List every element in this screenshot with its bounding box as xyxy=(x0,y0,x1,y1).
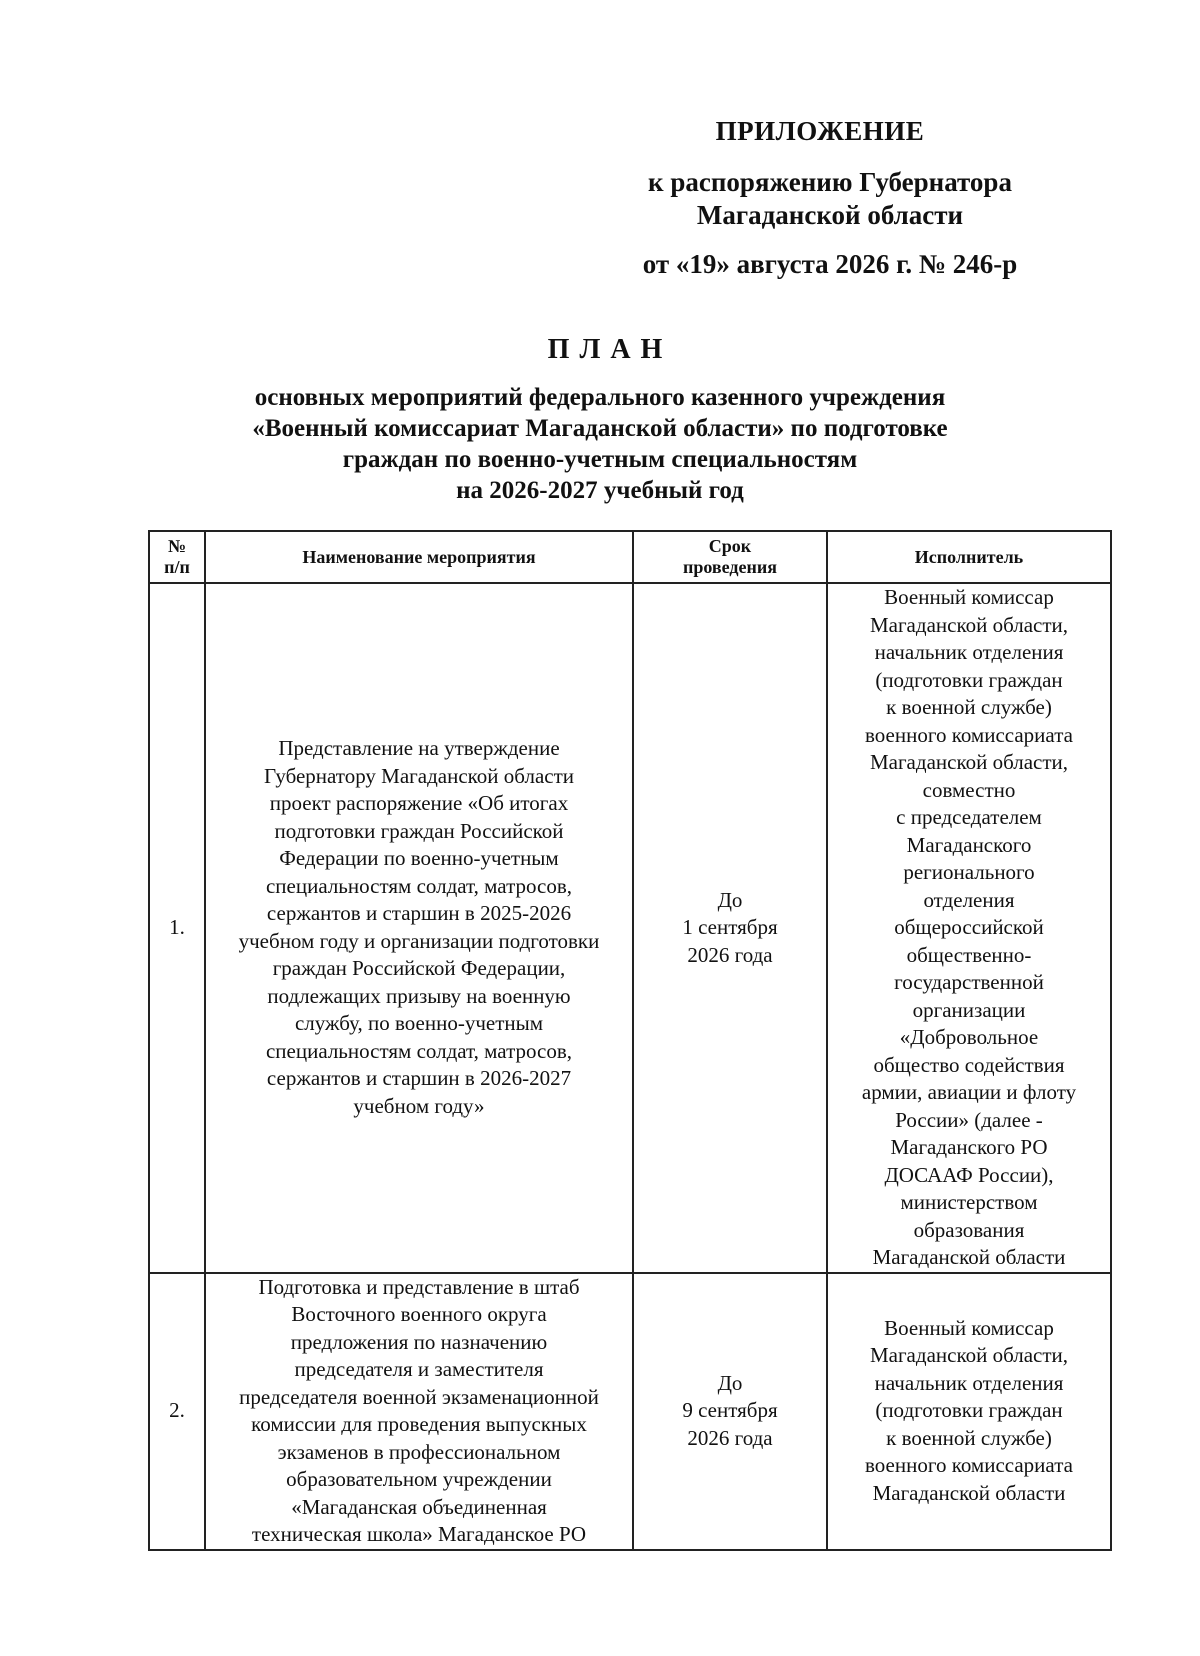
plan-heading xyxy=(100,333,1100,506)
header-date: Срок проведения xyxy=(633,531,827,583)
appendix-title: ПРИЛОЖЕНИЕ xyxy=(715,116,925,146)
appendix-line-2: Магаданской области xyxy=(696,200,964,230)
header-executor: Исполнитель xyxy=(827,531,1111,583)
header-num: № п/п xyxy=(149,531,205,583)
appendix-line-1: к распоряжению Губернатора xyxy=(648,167,1012,197)
row-date: До 1 сентября 2026 года xyxy=(633,583,827,1273)
row-num: 2. xyxy=(149,1273,205,1550)
plan-title: ПЛАН xyxy=(547,334,673,365)
plan-subtitle-line-4: на 2026-2027 учебный год xyxy=(456,477,744,504)
table-row xyxy=(149,1273,1111,1550)
row-executor: Военный комиссар Магаданской области, начальник отделения (подготовки граждан к военной службе) военного комиссариата Магаданской области xyxy=(827,1273,1111,1550)
plan-table xyxy=(148,530,1112,1551)
plan-subtitle-line-2: «Военный комиссариат Магаданской области» по подготовке xyxy=(252,415,948,442)
plan-subtitle-line-3: граждан по военно-учетным специальностям xyxy=(342,446,858,473)
row-name: Представление на утверждение Губернатору Магаданской области проект распоряжение «Об итогах подготовки граждан Российской Федерации по военно-учетным специальностям солдат, матросов, сержантов и старшин в 2025-2026 учебном году и организации подготовки граждан Российской Федерации, подлежащих призыву на военную службу, по военно-учетным специальностям солдат, матросов, сержантов и старшин в 2026-2027 учебном году» xyxy=(205,583,633,1273)
plan-subtitle-line-1: основных мероприятий федерального казенного учреждения xyxy=(254,384,946,411)
appendix-header xyxy=(600,115,1060,281)
row-date: До 9 сентября 2026 года xyxy=(633,1273,827,1550)
table-header-row xyxy=(149,531,1111,583)
header-name: Наименование мероприятия xyxy=(205,531,633,583)
appendix-date-line: от «19» августа 2026 г. № 246-р xyxy=(642,249,1018,279)
row-executor: Военный комиссар Магаданской области, начальник отделения (подготовки граждан к военной службе) военного комиссариата Магаданской области, совместно с председателем Магаданского регионального отделения общероссийской общественно- государственной организации «Добровольное общество содействия армии, авиации и флоту России» (далее - Магаданского РО ДОСААФ России), министерством образования Магаданской области xyxy=(827,583,1111,1273)
table-row xyxy=(149,583,1111,1273)
row-num: 1. xyxy=(149,583,205,1273)
row-name: Подготовка и представление в штаб Восточного военного округа предложения по назначению председателя и заместителя председателя военной экзаменационной комиссии для проведения выпускных экзаменов в профессиональном образовательном учреждении «Магаданская объединенная техническая школа» Магаданское РО xyxy=(205,1273,633,1550)
